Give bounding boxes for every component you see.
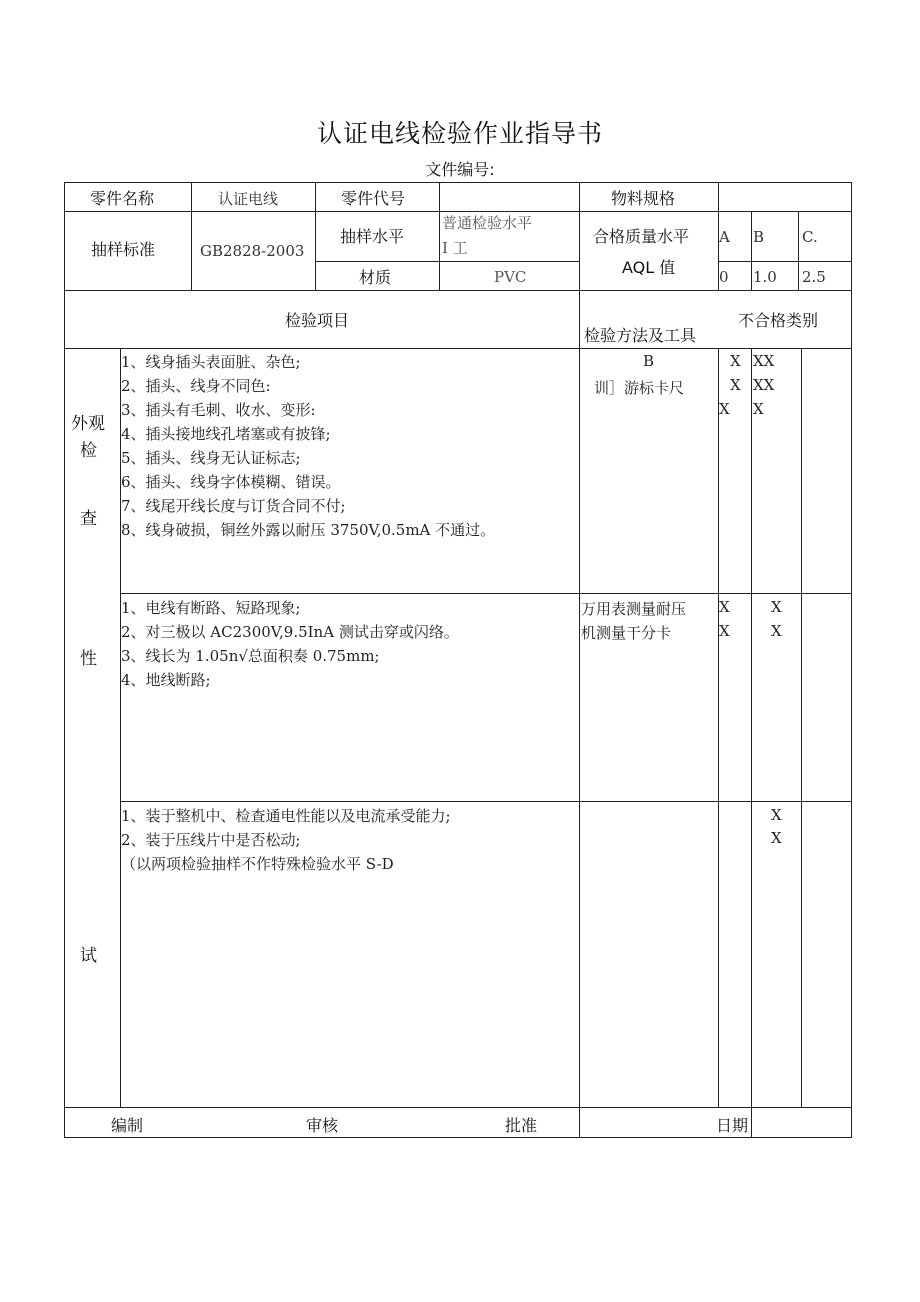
approved-by-label: 批准 <box>505 1116 538 1135</box>
table-border <box>718 261 852 262</box>
section-label-appearance: 外观 <box>71 414 105 434</box>
aql-c-value: 2.5 <box>802 268 826 286</box>
aql-label-2: AQL 值 <box>622 258 676 277</box>
table-border <box>315 261 579 262</box>
mark-b: XX <box>753 376 775 394</box>
part-name-value: 认证电线 <box>218 190 279 208</box>
mark-a: X <box>719 400 730 418</box>
table-border <box>439 182 440 290</box>
aql-a-value: 0 <box>719 268 729 286</box>
mark-b: X <box>771 622 782 640</box>
compiled-by-label: 编制 <box>111 1116 144 1135</box>
test-item-list <box>121 804 451 876</box>
table-border <box>801 348 802 1107</box>
sampling-standard-label: 抽样标准 <box>91 240 156 259</box>
list-item: 2、插头、线身不同色: <box>121 377 271 395</box>
sampling-level-label: 抽样水平 <box>340 227 405 246</box>
material-label: 材质 <box>359 268 392 287</box>
list-item: 3、插头有毛刺、收水、变形: <box>121 401 316 419</box>
table-border <box>64 182 65 1138</box>
table-border <box>64 1107 852 1108</box>
method-text: 万用表测量耐压 <box>581 600 687 618</box>
table-border <box>64 348 852 349</box>
mark-b: X <box>771 829 782 847</box>
table-border <box>64 290 852 291</box>
table-border <box>751 348 752 1107</box>
material-value: PVC <box>494 268 527 286</box>
table-border <box>315 182 316 290</box>
performance-item-list <box>121 596 459 692</box>
table-border <box>851 182 852 1138</box>
table-border <box>120 801 852 802</box>
mark-a: X <box>730 376 741 394</box>
date-label: 日期 <box>716 1116 749 1135</box>
table-border <box>751 211 752 290</box>
inspection-method-header: 检验方法及工具 <box>584 326 697 345</box>
mark-b: X <box>753 400 764 418</box>
reviewed-by-label: 审核 <box>306 1116 339 1135</box>
mark-a: X <box>719 622 730 640</box>
material-spec-label: 物料规格 <box>611 189 676 208</box>
table-border <box>579 182 580 1138</box>
file-number-label: 文件编号: <box>425 160 495 179</box>
table-border <box>64 211 852 212</box>
list-item: 2、对三极以 AC2300V,9.5InA 测试击穿或闪络。 <box>121 623 459 641</box>
list-item: 4、插头接地线孔堵塞或有披锋; <box>121 425 331 443</box>
section-label-inspect: 查 <box>80 509 97 529</box>
table-border <box>64 1137 852 1138</box>
list-item: 1、电线有断路、短路现象; <box>121 599 301 617</box>
document-title: 认证电线检验作业指导书 <box>316 119 603 148</box>
sampling-level-value: 普通检验水平 <box>442 214 533 232</box>
section-label-check: 检 <box>80 441 97 461</box>
method-text: 训］游标卡尺 <box>594 379 685 397</box>
part-code-label: 零件代号 <box>341 189 406 208</box>
table-border <box>191 182 192 290</box>
mark-b: X <box>771 598 782 616</box>
section-label-performance: 性 <box>80 649 97 669</box>
part-name-label: 零件名称 <box>90 189 155 208</box>
list-item: 5、插头、线身无认证标志; <box>121 449 301 467</box>
mark-b: XX <box>753 352 775 370</box>
list-item: 2、装于压线片中是否松动; <box>121 831 301 849</box>
table-border <box>718 348 719 1107</box>
list-item: 8、线身破损，铜丝外露以耐压 3750V,0.5mA 不通过。 <box>121 521 496 539</box>
defect-category-header: 不合格类别 <box>738 311 819 330</box>
table-border <box>798 211 799 290</box>
method-text: 机测量干分卡 <box>581 624 672 642</box>
table-border <box>64 182 852 183</box>
table-border <box>751 1107 752 1138</box>
sampling-level-value-2: I 工 <box>442 239 468 257</box>
list-item: 3、线长为 1.05n√总面积奏 0.75mm; <box>121 647 380 665</box>
list-item: （以两项检验抽样不作特殊检验水平 S-D <box>121 855 394 873</box>
table-border <box>120 593 852 594</box>
appearance-item-list <box>121 350 495 542</box>
aql-b-header: B <box>753 228 765 246</box>
aql-label: 合格质量水平 <box>593 227 690 246</box>
list-item: 7、线尾开线长度与订货合同不付; <box>121 497 346 515</box>
list-item: 1、装于整机中、检查通电性能以及电流承受能力; <box>121 807 451 825</box>
mark-a: X <box>730 352 741 370</box>
sampling-standard-value: GB2828-2003 <box>200 242 305 260</box>
mark-a: X <box>719 598 730 616</box>
section-label-test: 试 <box>80 946 97 966</box>
aql-c-header: C. <box>802 228 818 246</box>
method-text: B <box>643 352 655 370</box>
aql-b-value: 1.0 <box>753 268 777 286</box>
aql-a-header: A <box>719 228 730 246</box>
list-item: 4、地线断路; <box>121 671 211 689</box>
list-item: 1、线身插头表面脏、杂色; <box>121 353 301 371</box>
list-item: 6、插头、线身字体模糊、错误。 <box>121 473 341 491</box>
inspection-items-header: 检验项目 <box>285 311 350 330</box>
mark-b: X <box>771 806 782 824</box>
